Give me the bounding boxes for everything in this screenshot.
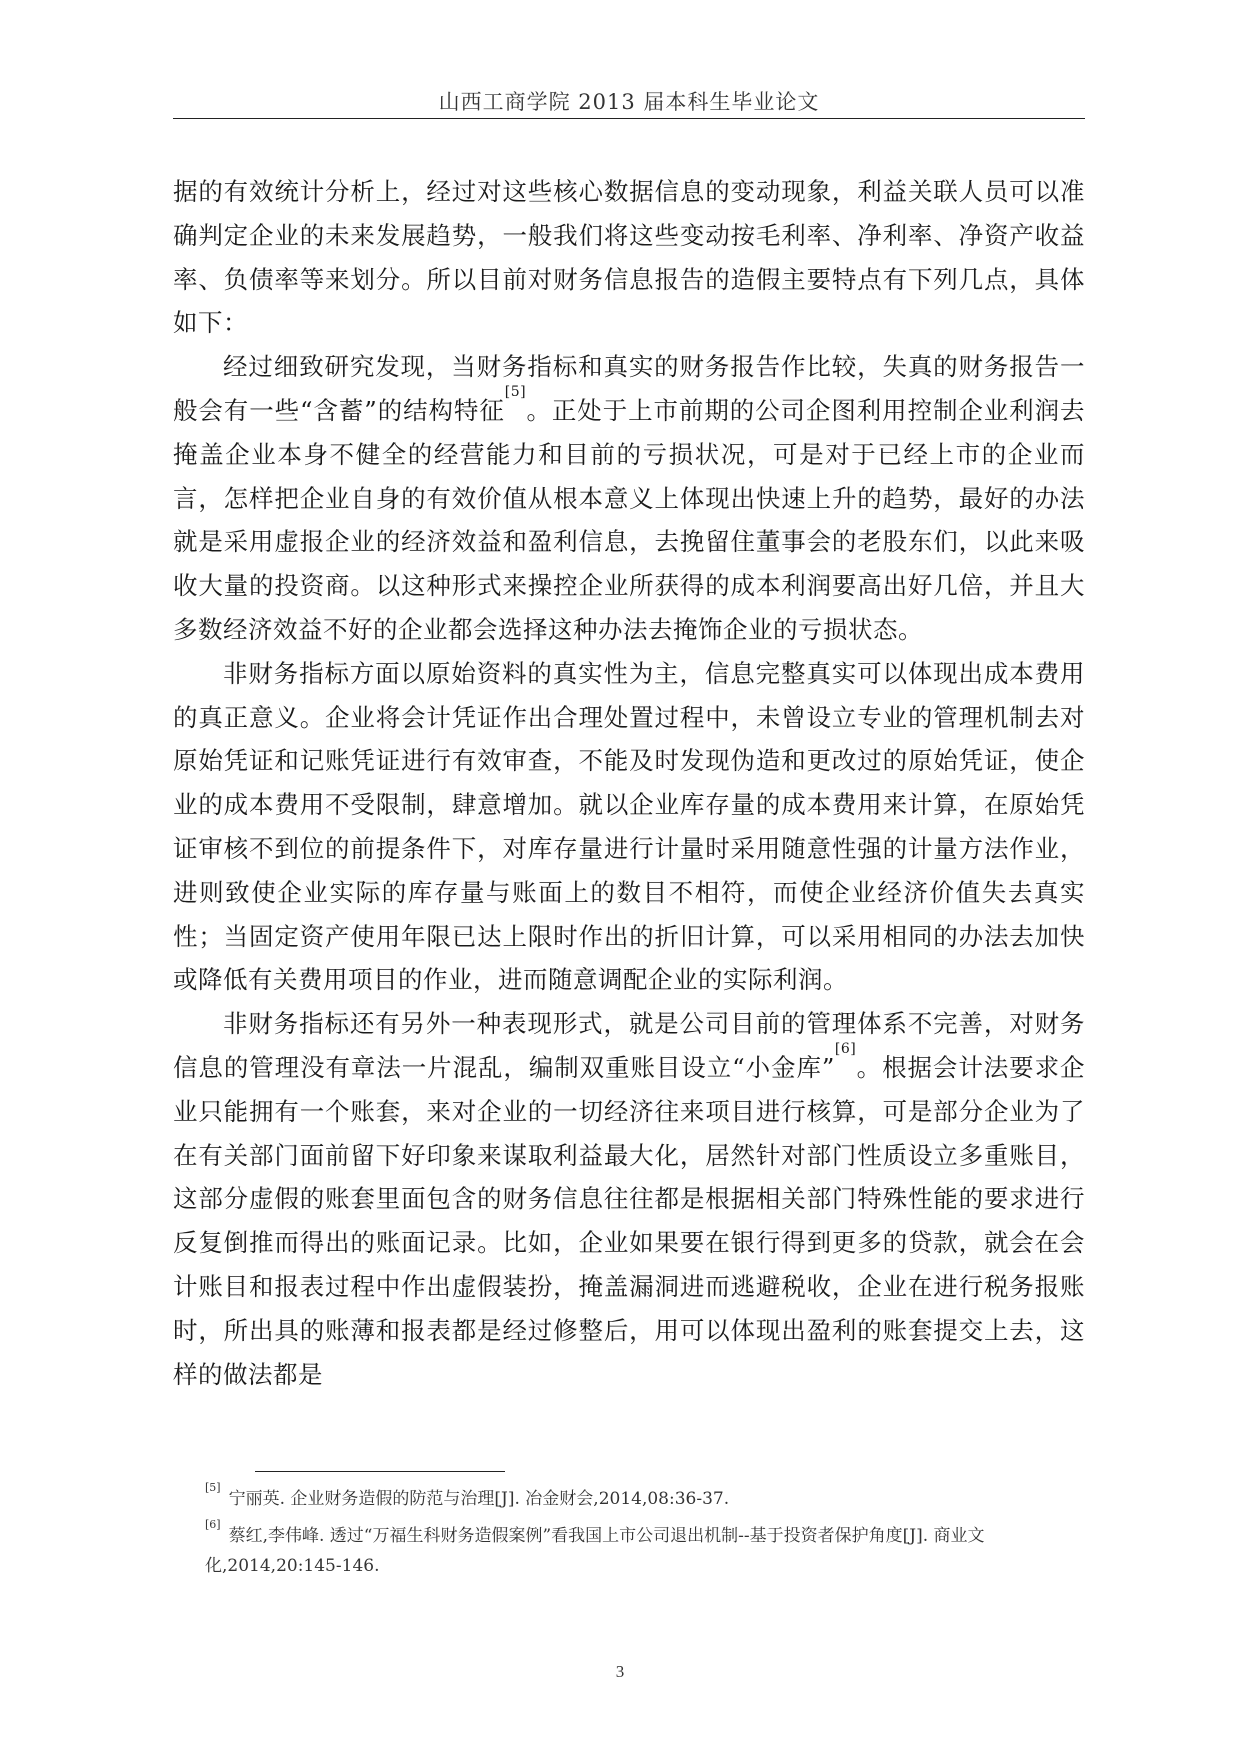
footnote-mark: [5] bbox=[205, 1481, 221, 1494]
footnote-5 bbox=[205, 1481, 1085, 1515]
header-divider bbox=[173, 118, 1085, 119]
page-number: 3 bbox=[615, 1662, 625, 1681]
paragraph-4-part-2: 。根据会计法要求企业只能拥有一个账套，来对企业的一切经济往来项目进行核算，可是部分企业为了在有关部门面前留下好印象来谋取利益最大化，居然针对部门性质设立多重账目，这部分虚假的账套里面包含的财务信息往往都是根据相关部门特殊性能的要求进行反复倒推而得出的账面记录。比如，企业如果要在银行得到更多的贷款，就会在会计账目和报表过程中作出虚假装扮，掩盖漏洞进而逃避税收，企业在进行税务报账时，所出具的账薄和报表都是经过修整后，用可以体现出盈利的账套提交上去，这样的做法都是 bbox=[173, 1052, 1085, 1389]
footnote-6 bbox=[205, 1517, 1085, 1582]
footnote-divider bbox=[255, 1471, 505, 1472]
paragraph-1: 据的有效统计分析上，经过对这些核心数据信息的变动现象，利益关联人员可以准确判定企业的未来发展趋势，一般我们将这些变动按毛利率、净利率、净资产收益率、负债率等来划分。所以目前对财务信息报告的造假主要特点有下列几点，具体如下： bbox=[173, 177, 1085, 338]
paragraph-2 bbox=[173, 345, 1085, 652]
body-text bbox=[173, 170, 1085, 1396]
paragraph-2-part-2: 。正处于上市前期的公司企图利用控制企业利润去掩盖企业本身不健全的经营能力和目前的亏损状况，可是对于已经上市的企业而言，怎样把企业自身的有效价值从根本意义上体现出快速上升的趋势，最好的办法就是采用虚报企业的经济效益和盈利信息，去挽留住董事会的老股东们，以此来吸收大量的投资商。以这种形式来操控企业所获得的成本利润要高出好几倍，并且大多数经济效益不好的企业都会选择这种办法去掩饰企业的亏损状态。 bbox=[173, 395, 1085, 644]
citation-ref-6: [6] bbox=[834, 1040, 857, 1057]
paragraph-2-part-1: 经过细致研究发现，当财务指标和真实的财务报告作比较，失真的财务报告一般会有一些“含蓄”的结构特征 bbox=[173, 352, 1085, 425]
paragraph-4-part-1: 非财务指标还有另外一种表现形式，就是公司目前的管理体系不完善，对财务信息的管理没有章法一片混乱，编制双重账目设立“小金库” bbox=[173, 1009, 1085, 1082]
paragraph-4 bbox=[173, 1002, 1085, 1396]
footnotes bbox=[205, 1481, 1085, 1588]
running-header: 山西工商学院 2013 届本科生毕业论文 bbox=[438, 90, 820, 114]
citation-ref-5: [5] bbox=[504, 383, 527, 400]
footnote-text: 蔡红,李伟峰. 透过“万福生科财务造假案例”看我国上市公司退出机制--基于投资者保护角度[J]. 商业文化,2014,20:145-146. bbox=[205, 1525, 985, 1576]
footnote-text: 宁丽英. 企业财务造假的防范与治理[J]. 冶金财会,2014,08:36-37. bbox=[228, 1489, 730, 1509]
paragraph-3: 非财务指标方面以原始资料的真实性为主，信息完整真实可以体现出成本费用的真正意义。企业将会计凭证作出合理处置过程中，未曾设立专业的管理机制去对原始凭证和记账凭证进行有效审查，不能及时发现伪造和更改过的原始凭证，使企业的成本费用不受限制，肆意增加。就以企业库存量的成本费用来计算，在原始凭证审核不到位的前提条件下，对库存量进行计量时采用随意性强的计量方法作业，进则致使企业实际的库存量与账面上的数目不相符，而使企业经济价值失去真实性；当固定资产使用年限已达上限时作出的折旧计算，可以采用相同的办法去加快或降低有关费用项目的作业，进而随意调配企业的实际利润。 bbox=[173, 658, 1085, 995]
footnote-mark: [6] bbox=[205, 1517, 221, 1531]
